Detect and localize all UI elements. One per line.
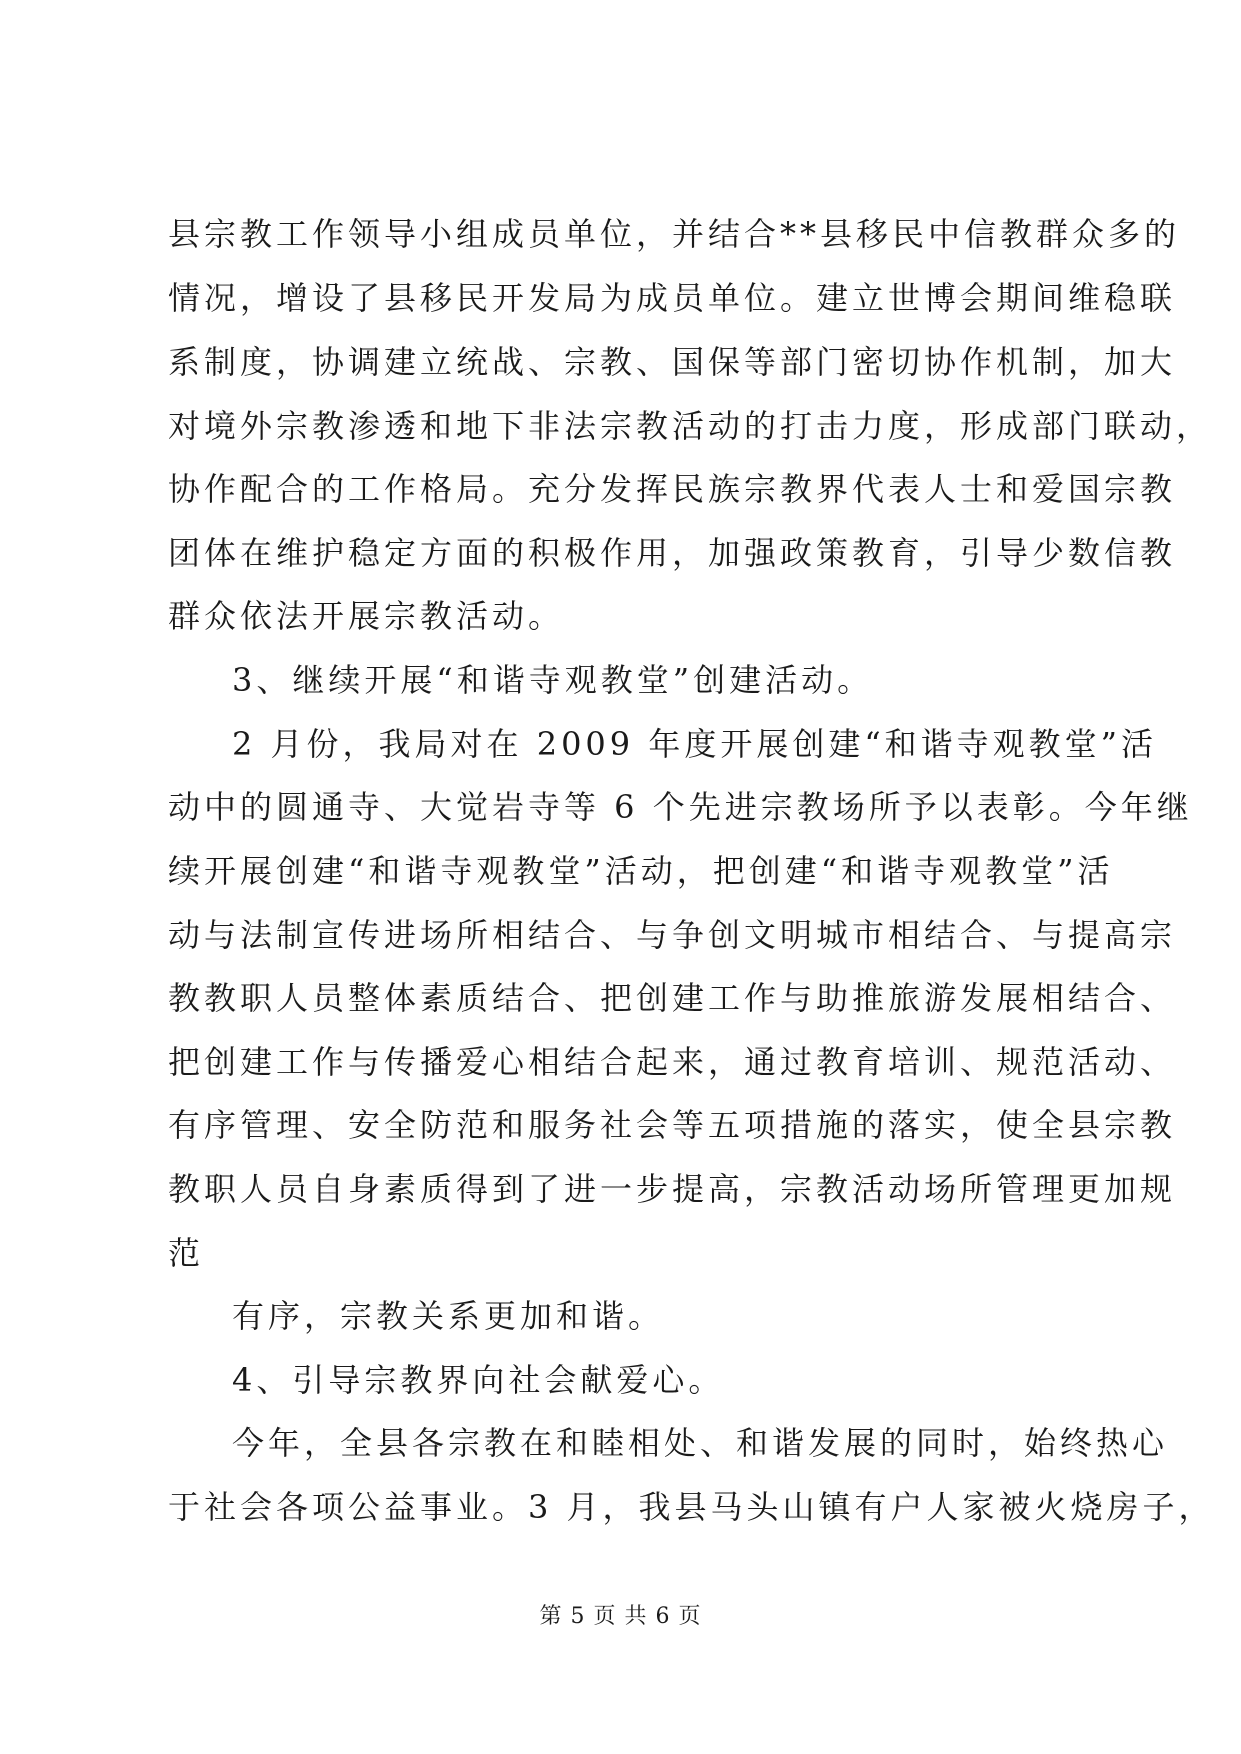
body-text-line: 对境外宗教渗透和地下非法宗教活动的打击力度，形成部门联动，	[168, 407, 1213, 445]
body-text-line: 县宗教工作领导小组成员单位，并结合**县移民中信教群众多的	[168, 215, 1181, 253]
body-text-line: 教职人员自身素质得到了进一步提高，宗教活动场所管理更加规	[168, 1170, 1177, 1208]
body-text-line: 团体在维护稳定方面的积极作用，加强政策教育，引导少数信教	[168, 534, 1177, 572]
body-text-line: 把创建工作与传播爱心相结合起来，通过教育培训、规范活动、	[168, 1043, 1177, 1081]
body-text-line: 范	[168, 1234, 205, 1272]
body-text-line: 动中的圆通寺、大觉岩寺等 6 个先进宗教场所予以表彰。今年继	[168, 788, 1193, 826]
body-text-line: 群众依法开展宗教活动。	[168, 597, 565, 635]
body-text-line: 今年，全县各宗教在和睦相处、和谐发展的同时，始终热心	[232, 1424, 1169, 1462]
body-text-line: 情况，增设了县移民开发局为成员单位。建立世博会期间维稳联	[168, 279, 1177, 317]
body-text-line: 于社会各项公益事业。3 月，我县马头山镇有户人家被火烧房子，	[168, 1488, 1215, 1526]
section-heading: 3、继续开展“和谐寺观教堂”创建活动。	[232, 661, 874, 699]
body-text-line: 有序，宗教关系更加和谐。	[232, 1297, 665, 1335]
body-text-line: 有序管理、安全防范和服务社会等五项措施的落实，使全县宗教	[168, 1106, 1177, 1144]
body-text-line: 教教职人员整体素质结合、把创建工作与助推旅游发展相结合、	[168, 979, 1177, 1017]
body-text-line: 续开展创建“和谐寺观教堂”活动，把创建“和谐寺观教堂”活	[168, 852, 1114, 890]
body-text-line: 协作配合的工作格局。充分发挥民族宗教界代表人士和爱国宗教	[168, 470, 1177, 508]
body-text-line: 2 月份，我局对在 2009 年度开展创建“和谐寺观教堂”活	[232, 725, 1158, 763]
body-text-line: 动与法制宣传进场所相结合、与争创文明城市相结合、与提高宗	[168, 916, 1177, 954]
page-number-footer: 第 5 页 共 6 页	[539, 1604, 702, 1629]
section-heading: 4、引导宗教界向社会献爱心。	[232, 1361, 725, 1399]
body-text-line: 系制度，协调建立统战、宗教、国保等部门密切协作机制，加大	[168, 343, 1177, 381]
